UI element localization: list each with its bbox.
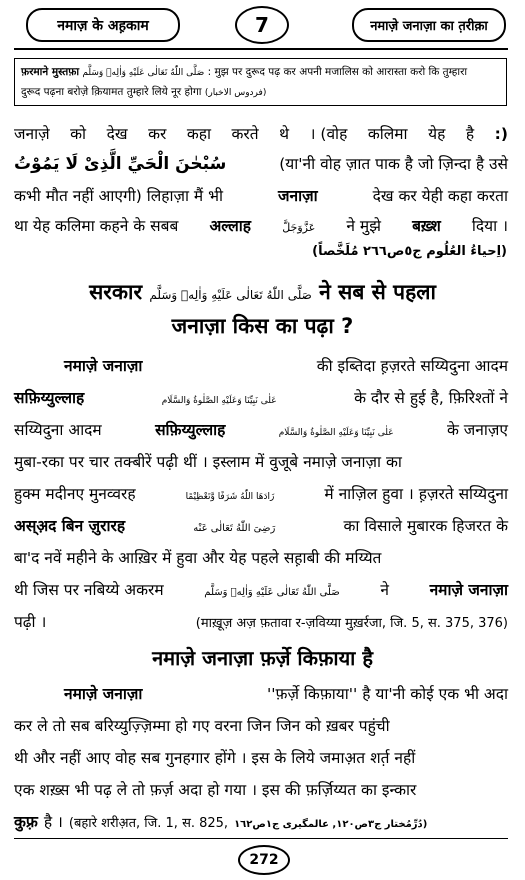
para1-reference: (اِحیاءُ العُلُوم ج٥ص٢٦٦ مُلَخَّصاً) (312, 244, 507, 259)
quote-text-2: दुरूद पढ़ना बरोज़े क़ियामत तुम्हारे लिये नूर होगा (21, 86, 202, 98)
word: कलिमा (367, 125, 408, 143)
chapter-title-text: नमाज़े जनाज़ा का त़रीक़ा (370, 19, 488, 34)
arabic-salutation: صَلَّى اللّٰهُ تَعَالٰى عَلَيْهِ وَاٰلِهٖ وَسَلَّم (204, 587, 340, 598)
header-divider (14, 48, 508, 50)
chapter-page-number: 7 (255, 13, 269, 37)
text: बा'द नवें महीने के आख़िर में हुवा और येह पहले सह़ाबी की मय्यित (14, 549, 382, 567)
heading1-line1 (0, 278, 525, 306)
word: :) (494, 125, 508, 143)
book-title-text: नमाज़ के अह़काम (57, 17, 149, 34)
bold-term: अस्अ़द बिन ज़ुरारह (14, 517, 126, 535)
para1-line4 (14, 214, 508, 236)
para1-line2 (14, 152, 508, 174)
para1-line3 (14, 184, 508, 206)
text: था येह कलिमा कहने के सबब (14, 217, 179, 235)
word: जनाज़े (14, 125, 50, 143)
para3-line2 (14, 714, 508, 736)
para2-line4 (14, 450, 508, 472)
text: का विसाले मुबारक हिजरत के (343, 517, 508, 535)
heading1-line2: जनाज़ा किस का पढ़ा ? (171, 314, 354, 338)
text: एक शख़्स भी पढ़ ले तो फ़र्ज़ अदा हो गया । इस की फ़र्ज़िय्यत का इन्कार (14, 781, 417, 799)
word: है (465, 125, 475, 143)
word: कर (148, 125, 167, 143)
bold-term: सफ़िय्युल्लाह (155, 421, 226, 439)
arabic-salutation: عَلٰى نَبِيِّنَا وَعَلَيْهِ الصَّلٰوةُ وَالسَّلَام (161, 396, 277, 406)
text: कर ले तो सब बरिय्युज़्ज़िम्मा हो गए वरना जिन जिन को ख़बर पहुंची (14, 717, 390, 735)
word: करते (231, 125, 259, 143)
bold-term: नमाज़े जनाज़ा (429, 581, 508, 599)
word: । (वोह (309, 125, 348, 143)
para3-line5 (14, 810, 508, 832)
arabic-honorific: عَزَّوَجَلَّ (282, 221, 316, 234)
text: की इब्तिदा ह़ज़रते सय्यिदुना आदम (316, 357, 508, 375)
word: देख (106, 125, 128, 143)
text: है । (43, 813, 63, 831)
arabic-honorific: زَادَهَا اللّٰهُ شَرَفًا وَّتَعْظِيْمًا (185, 492, 275, 502)
text: दिया । (471, 217, 508, 235)
footer-divider (14, 838, 508, 839)
word: को (70, 125, 87, 143)
para2-line1 (14, 354, 508, 376)
text: देख कर येही कहा करता (372, 187, 508, 205)
bold-term: जनाज़ा (278, 187, 318, 205)
para2-line5 (14, 482, 508, 504)
word: कहा (186, 125, 211, 143)
bold-term: अल्लाह (209, 217, 252, 235)
word: थे (279, 125, 290, 143)
arabic-salutation: عَلٰى نَبِيِّنَا وَعَلَيْهِ الصَّلٰوةُ وَالسَّلَام (278, 428, 394, 438)
para1-line2-text: (या'नी वोह ज़ात पाक है जो ज़िन्दा है उसे (279, 155, 508, 173)
page-number (238, 845, 290, 875)
text: मुबा-रका पर चार तक्बीरें पढ़ी थीं । इस्लाम में वुजूबे नमाज़े जनाज़ा का (14, 453, 402, 471)
heading-text: ने सब से पहला (319, 280, 436, 304)
arabic-salutation: صَلَّى اللّٰهُ تَعَالٰى عَلَيْهِ وَاٰلِهٖ وَسَلَّم (149, 288, 312, 302)
word: येह (428, 125, 446, 143)
text: ''फ़र्ज़े किफ़ाया'' है या'नी कोई एक भी अदा (267, 685, 508, 703)
quote-text-1: : मुझ पर दुरूद पढ़ कर अपनी मजालिस को आरास्ता करो कि तुम्हारा (207, 66, 468, 78)
text: सय्यिदुना आदम (14, 421, 102, 439)
text: थी और नहीं आए वोह सब गुनहगार होंगे । इस के लिये जमाअ़त शर्त़ नहीं (14, 749, 416, 767)
para2-line7 (14, 546, 508, 568)
book-title (26, 8, 180, 42)
arabic-honorific: رَضِىَ اللّٰهُ تَعَالٰى عَنْه (193, 523, 276, 534)
bold-term: सफ़िय्युल्लाह (14, 389, 85, 407)
para3-line1 (14, 682, 508, 704)
text: कभी मौत नहीं आएगी) लिहाज़ा मैं भी (14, 187, 224, 205)
para3-line4 (14, 778, 508, 800)
bold-term: बख़्श (412, 217, 441, 235)
tasbih-arabic: سُبْحٰنَ الْحَيِّ الَّذِىْ لَا يَمُوْتُ (14, 154, 227, 174)
para3-reference: (बहारे शरीअ़त, जि. 1, स. 825, (68, 816, 229, 831)
bold-term: कुफ़्र (14, 813, 38, 831)
text: हुक्म मदीनए मुनव्वरह (14, 485, 136, 503)
text: ने (380, 581, 389, 599)
heading2: नमाज़े जनाज़ा फ़र्ज़े किफ़ाया है (152, 646, 373, 670)
text: पढ़ी । (14, 613, 47, 631)
bold-term: नमाज़े जनाज़ा (64, 685, 143, 703)
para2-reference: (माख़ूज़ अज़ फ़तावा र-ज़विय्या मुख़र्रजा, जि. 5, स. 375, 376) (195, 616, 508, 631)
text: में नाज़िल हुवा । ह़ज़रते सय्यिदुना (324, 485, 508, 503)
text: के जनाज़ए (446, 421, 508, 439)
page-number-text: 272 (249, 852, 279, 868)
hadith-quote-box (14, 58, 507, 106)
para2-line2 (14, 386, 508, 408)
chapter-page-badge (235, 6, 289, 44)
quote-source: (فردوس الاخبار) (204, 88, 267, 98)
para2-line6 (14, 514, 508, 536)
para1-line1 (14, 122, 508, 144)
para2-line8 (14, 578, 508, 600)
quote-label: फ़रमाने मुस्तफ़ा (21, 66, 80, 78)
text: के दौर से हुई है, फ़िरिश्तों ने (354, 389, 508, 407)
quote-salutation: صَلَّى اللّٰهُ تَعَالٰى عَلَيْهِ وَاٰلِهٖ وَسَلَّم (82, 68, 205, 78)
para2-line9 (14, 610, 508, 632)
para3-line3 (14, 746, 508, 768)
text: थी जिस पर नबिय्ये अकरम (14, 581, 164, 599)
para3-reference-arabic: دُرِّمُختار ج٣ص١٢٠, عالمگیری ج١ص١٦٢) (234, 819, 428, 830)
bold-term: नमाज़े जनाज़ा (64, 357, 143, 375)
chapter-title (352, 8, 506, 42)
heading-text: सरकार (89, 280, 143, 304)
text: ने मुझे (346, 217, 381, 235)
para2-line3 (14, 418, 508, 440)
